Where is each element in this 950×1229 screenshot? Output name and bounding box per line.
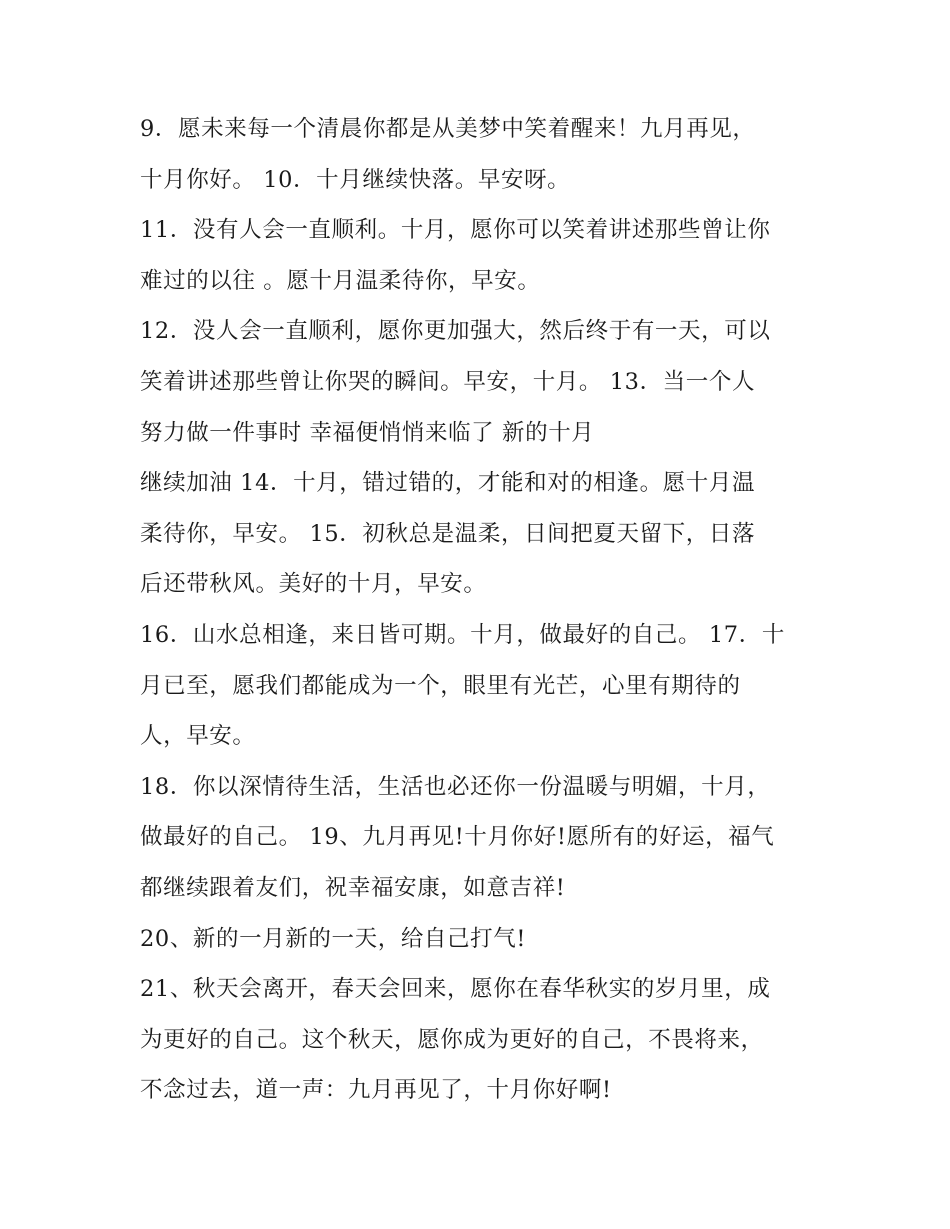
text-line-3: 11．没有人会一直顺利。十月，愿你可以笑着讲述那些曾让你 (140, 217, 771, 244)
text-line-14: 18．你以深情待生活，生活也必还你一份温暖与明媚，十月， (140, 773, 771, 800)
text-line-9: 柔待你，早安。 15．初秋总是温柔，日间把夏天留下，日落 (140, 520, 756, 547)
text-line-16: 都继续跟着友们，祝幸福安康，如意吉祥! (140, 874, 566, 901)
text-line-20: 不念过去，道一声：九月再见了，十月你好啊! (140, 1077, 612, 1104)
body-text (140, 104, 830, 1116)
text-line-7: 努力做一件事时 幸福便悄悄来临了 新的十月 (140, 419, 595, 446)
text-line-4: 难过的以往 。愿十月温柔待你，早安。 (140, 267, 541, 294)
text-line-13: 人，早安。 (140, 723, 256, 750)
text-line-19: 为更好的自己。这个秋天，愿你成为更好的自己，不畏将来， (140, 1026, 764, 1053)
text-line-11: 16．山水总相逢，来日皆可期。十月，做最好的自己。 17．十 (140, 621, 785, 648)
text-line-15: 做最好的自己。 19、九月再见!十月你好!愿所有的好运，福气 (140, 824, 775, 851)
text-line-1: 9．愿未来每一个清晨你都是从美梦中笑着醒来！九月再见， (140, 116, 756, 142)
text-line-5: 12．没人会一直顺利，愿你更加强大，然后终于有一天，可以 (140, 318, 771, 345)
text-line-8: 继续加油 14．十月，错过错的，才能和对的相逢。愿十月温 (140, 470, 756, 497)
text-line-17: 20、新的一月新的一天，给自己打气! (140, 925, 526, 952)
text-line-6: 笑着讲述那些曾让你哭的瞬间。早安，十月。 13．当一个人 (140, 368, 756, 395)
text-line-18: 21、秋天会离开，春天会回来，愿你在春华秋实的岁月里，成 (140, 976, 771, 1003)
text-line-12: 月已至，愿我们都能成为一个，眼里有光芒，心里有期待的 (140, 672, 741, 699)
text-line-2: 十月你好。 10．十月继续快落。早安呀。 (140, 166, 571, 193)
text-line-10: 后还带秋风。美好的十月，早安。 (140, 571, 487, 598)
